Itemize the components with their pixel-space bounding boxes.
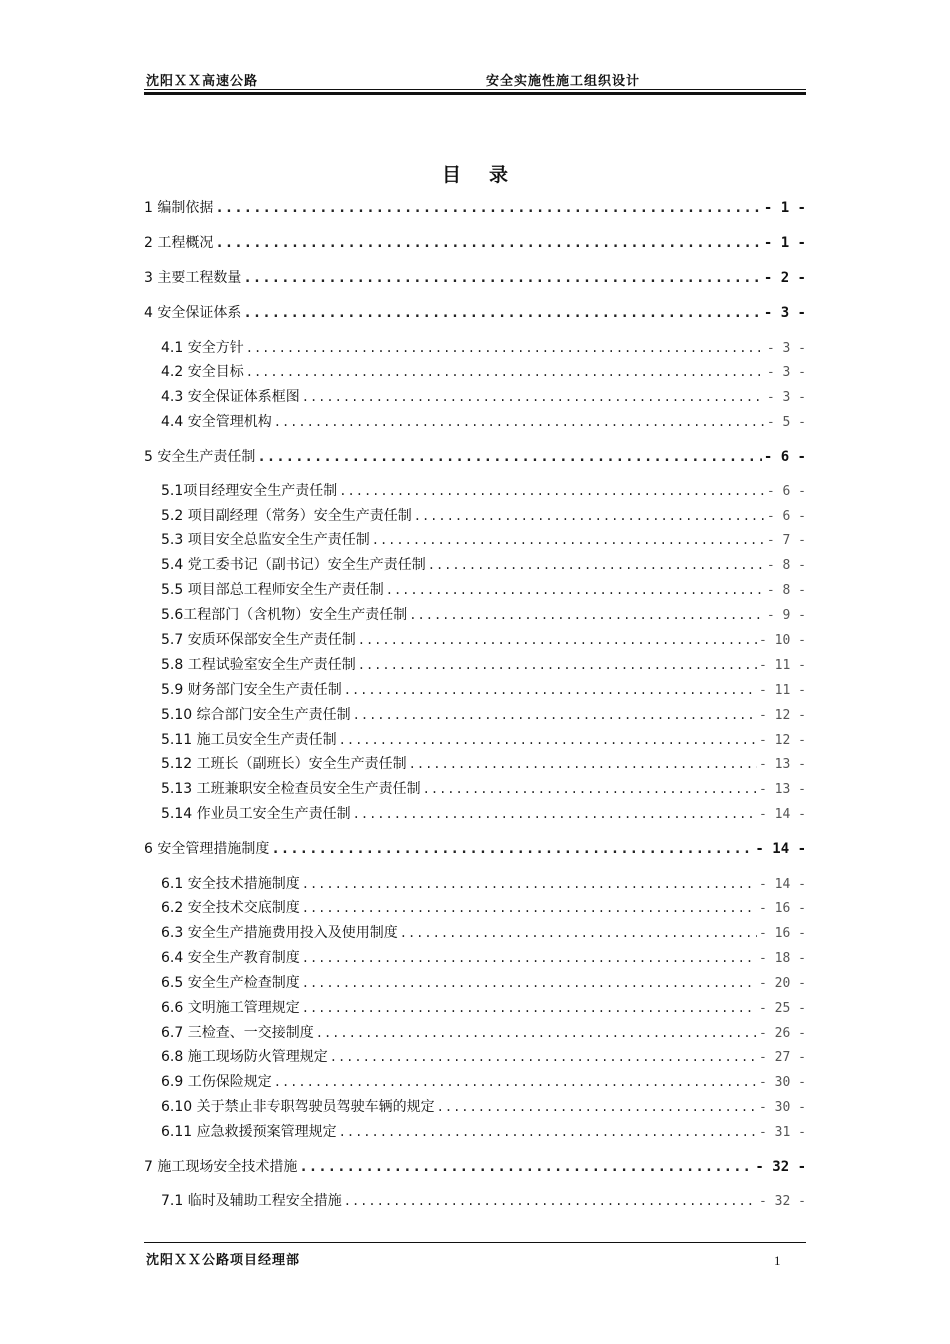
toc-entry-title: 6.6 文明施工管理规定 [161,1000,300,1016]
toc-entry-section[interactable] [144,1096,806,1118]
toc-leader-dots [358,658,757,672]
toc-entry-title: 5.14 作业员工安全生产责任制 [161,806,351,822]
toc-entry-title: 5.7 安质环保部安全生产责任制 [161,632,356,648]
toc-leader-dots [302,390,765,404]
toc-entry-section[interactable] [144,1071,806,1093]
toc-leader-dots [215,200,761,216]
toc-entry-title: 4.1 安全方针 [161,340,244,356]
toc-entry-page: - 2 - [763,270,806,286]
toc-entry-chapter[interactable] [144,232,806,254]
toc-entry-section[interactable] [144,1121,806,1143]
footer-page-number: 1 [774,1253,781,1268]
toc-entry-section[interactable] [144,529,806,551]
footer-rule [144,1242,806,1243]
toc-entry-section[interactable] [144,729,806,751]
toc-leader-dots [243,305,761,321]
toc-entry-title: 6.11 应急救援预案管理规定 [161,1124,337,1140]
toc-entry-chapter[interactable] [144,1156,806,1178]
toc-entry-page: - 3 - [766,341,806,356]
toc-entry-page: - 5 - [766,415,806,430]
toc-entry-title: 6.2 安全技术交底制度 [161,900,300,916]
toc-entry-page: - 1 - [763,200,806,216]
toc-entry-title: 5.5 项目部总工程师安全生产责任制 [161,582,384,598]
toc-entry-page: - 12 - [759,733,806,748]
toc-entry-page: - 6 - [766,484,806,499]
toc-entry-page: - 25 - [759,1001,806,1016]
toc-entry-chapter[interactable] [144,302,806,324]
toc-leader-dots [302,877,757,891]
toc-entry-title: 6.4 安全生产教育制度 [161,950,300,966]
toc-leader-dots [302,976,757,990]
toc-entry-page: - 1 - [763,235,806,251]
toc-entry-page: - 6 - [766,509,806,524]
toc-entry-page: - 11 - [759,683,806,698]
toc-entry-title: 6.3 安全生产措施费用投入及使用制度 [161,925,398,941]
toc-entry-page: - 10 - [759,633,806,648]
toc-entry-section[interactable] [144,803,806,825]
toc-entry-chapter[interactable] [144,838,806,860]
toc-leader-dots [353,708,757,722]
toc-leader-dots [274,1075,757,1089]
toc-leader-dots [400,926,757,940]
toc-entry-page: - 13 - [759,757,806,772]
toc-entry-title: 5.4 党工委书记（副书记）安全生产责任制 [161,557,426,573]
toc-entry-section[interactable] [144,654,806,676]
toc-entry-page: - 7 - [766,533,806,548]
toc-entry-page: - 30 - [759,1100,806,1115]
toc-entry-section[interactable] [144,1190,806,1212]
toc-leader-dots [372,533,765,547]
toc-entry-page: - 6 - [763,449,806,465]
header-document-title: 安全实施性施工组织设计 [486,74,641,89]
toc-entry-title: 4 安全保证体系 [144,305,242,321]
toc-leader-dots [414,509,765,523]
toc-entry-section[interactable] [144,361,806,383]
toc-entry-page: - 26 - [759,1026,806,1041]
toc-entry-section[interactable] [144,579,806,601]
toc-entry-title: 5.10 综合部门安全生产责任制 [161,707,351,723]
toc-entry-title: 6 安全管理措施制度 [144,841,270,857]
toc-entry-page: - 14 - [759,807,806,822]
toc-leader-dots [274,415,765,429]
toc-entry-section[interactable] [144,505,806,527]
toc-entry-section[interactable] [144,679,806,701]
toc-entry-title: 6.1 安全技术措施制度 [161,876,300,892]
toc-entry-section[interactable] [144,604,806,626]
toc-entry-page: - 30 - [759,1075,806,1090]
toc-entry-section[interactable] [144,778,806,800]
footer-organization: 沈阳ＸＸ公路项目经理部 [146,1253,301,1268]
toc-entry-title: 5.12 工班长（副班长）安全生产责任制 [161,756,407,772]
toc-entry-section[interactable] [144,704,806,726]
toc-entry-title: 3 主要工程数量 [144,270,242,286]
toc-entry-page: - 9 - [766,608,806,623]
toc-entry-section[interactable] [144,947,806,969]
toc-leader-dots [302,901,757,915]
toc-leader-dots [386,583,765,597]
toc-entry-page: - 8 - [766,583,806,598]
toc-entry-title: 6.8 施工现场防火管理规定 [161,1049,328,1065]
toc-entry-section[interactable] [144,1022,806,1044]
toc-entry-section[interactable] [144,753,806,775]
toc-leader-dots [302,1001,757,1015]
toc-entry-section[interactable] [144,922,806,944]
toc-leader-dots [344,683,757,697]
toc-entry-page: - 27 - [759,1050,806,1065]
toc-entry-title: 6.10 关于禁止非专职驾驶员驾驶车辆的规定 [161,1099,435,1115]
toc-leader-dots [339,484,765,498]
toc-leader-dots [215,235,761,251]
toc-entry-title: 2 工程概况 [144,235,214,251]
toc-entry-title: 6.9 工伤保险规定 [161,1074,272,1090]
toc-leader-dots [330,1050,757,1064]
toc-title: 目录 [441,164,536,186]
toc-leader-dots [409,608,765,622]
toc-leader-dots [243,270,761,286]
toc-leader-dots [353,807,757,821]
toc-entry-section[interactable] [144,873,806,895]
toc-leader-dots [299,1159,753,1175]
toc-entry-page: - 3 - [766,365,806,380]
toc-leader-dots [246,365,765,379]
toc-entry-title: 4.2 安全目标 [161,364,244,380]
toc-leader-dots [437,1100,757,1114]
toc-entry-title: 4.4 安全管理机构 [161,414,272,430]
toc-entry-page: - 12 - [759,708,806,723]
toc-leader-dots [316,1026,757,1040]
toc-entry-page: - 32 - [759,1194,806,1209]
toc-entry-title: 5.1项目经理安全生产责任制 [161,483,338,499]
toc-entry-page: - 3 - [766,390,806,405]
toc-leader-dots [271,841,753,857]
toc-entry-title: 5.8 工程试验室安全生产责任制 [161,657,356,673]
toc-entry-section[interactable] [144,629,806,651]
toc-entry-title: 7.1 临时及辅助工程安全措施 [161,1193,342,1209]
toc-entry-page: - 16 - [759,901,806,916]
toc-entry-section[interactable] [144,386,806,408]
header-project-name: 沈阳ＸＸ高速公路 [146,74,259,89]
toc-entry-title: 5.6工程部门（含机物）安全生产责任制 [161,607,408,623]
toc-entry-title: 7 施工现场安全技术措施 [144,1159,298,1175]
toc-entry-page: - 16 - [759,926,806,941]
toc-entry-title: 1 编制依据 [144,200,214,216]
toc-entry-section[interactable] [144,972,806,994]
toc-leader-dots [339,1125,757,1139]
toc-entry-title: 6.5 安全生产检查制度 [161,975,300,991]
toc-entry-page: - 11 - [759,658,806,673]
toc-entry-chapter[interactable] [144,267,806,289]
toc-leader-dots [246,341,765,355]
toc-entry-section[interactable] [144,554,806,576]
toc-entry-title: 6.7 三检查、一交接制度 [161,1025,314,1041]
toc-leader-dots [409,757,757,771]
toc-entry-page: - 13 - [759,782,806,797]
toc-entry-section[interactable] [144,337,806,359]
toc-entry-page: - 31 - [759,1125,806,1140]
toc-entry-chapter[interactable] [144,197,806,219]
toc-entry-section[interactable] [144,897,806,919]
toc-entry-section[interactable] [144,1046,806,1068]
toc-leader-dots [344,1194,757,1208]
toc-entry-title: 5.11 施工员安全生产责任制 [161,732,337,748]
toc-leader-dots [358,633,757,647]
toc-entry-page: - 3 - [763,305,806,321]
toc-entry-page: - 14 - [755,841,806,857]
toc-entry-page: - 20 - [759,976,806,991]
toc-entry-title: 5.13 工班兼职安全检查员安全生产责任制 [161,781,421,797]
toc-entry-page: - 14 - [759,877,806,892]
toc-leader-dots [339,733,757,747]
toc-entry-section[interactable] [144,480,806,502]
toc-entry-title: 4.3 安全保证体系框图 [161,389,300,405]
toc-entry-section[interactable] [144,411,806,433]
toc-leader-dots [302,951,757,965]
toc-entry-title: 5.2 项目副经理（常务）安全生产责任制 [161,508,412,524]
toc-entry-title: 5.3 项目安全总监安全生产责任制 [161,532,370,548]
toc-entry-page: - 18 - [759,951,806,966]
toc-entry-section[interactable] [144,997,806,1019]
toc-leader-dots [257,449,761,465]
toc-entry-page: - 32 - [755,1159,806,1175]
toc-entry-chapter[interactable] [144,446,806,468]
toc-entry-title: 5.9 财务部门安全生产责任制 [161,682,342,698]
toc-entry-page: - 8 - [766,558,806,573]
toc-leader-dots [423,782,757,796]
toc-entry-title: 5 安全生产责任制 [144,449,256,465]
toc-leader-dots [428,558,765,572]
